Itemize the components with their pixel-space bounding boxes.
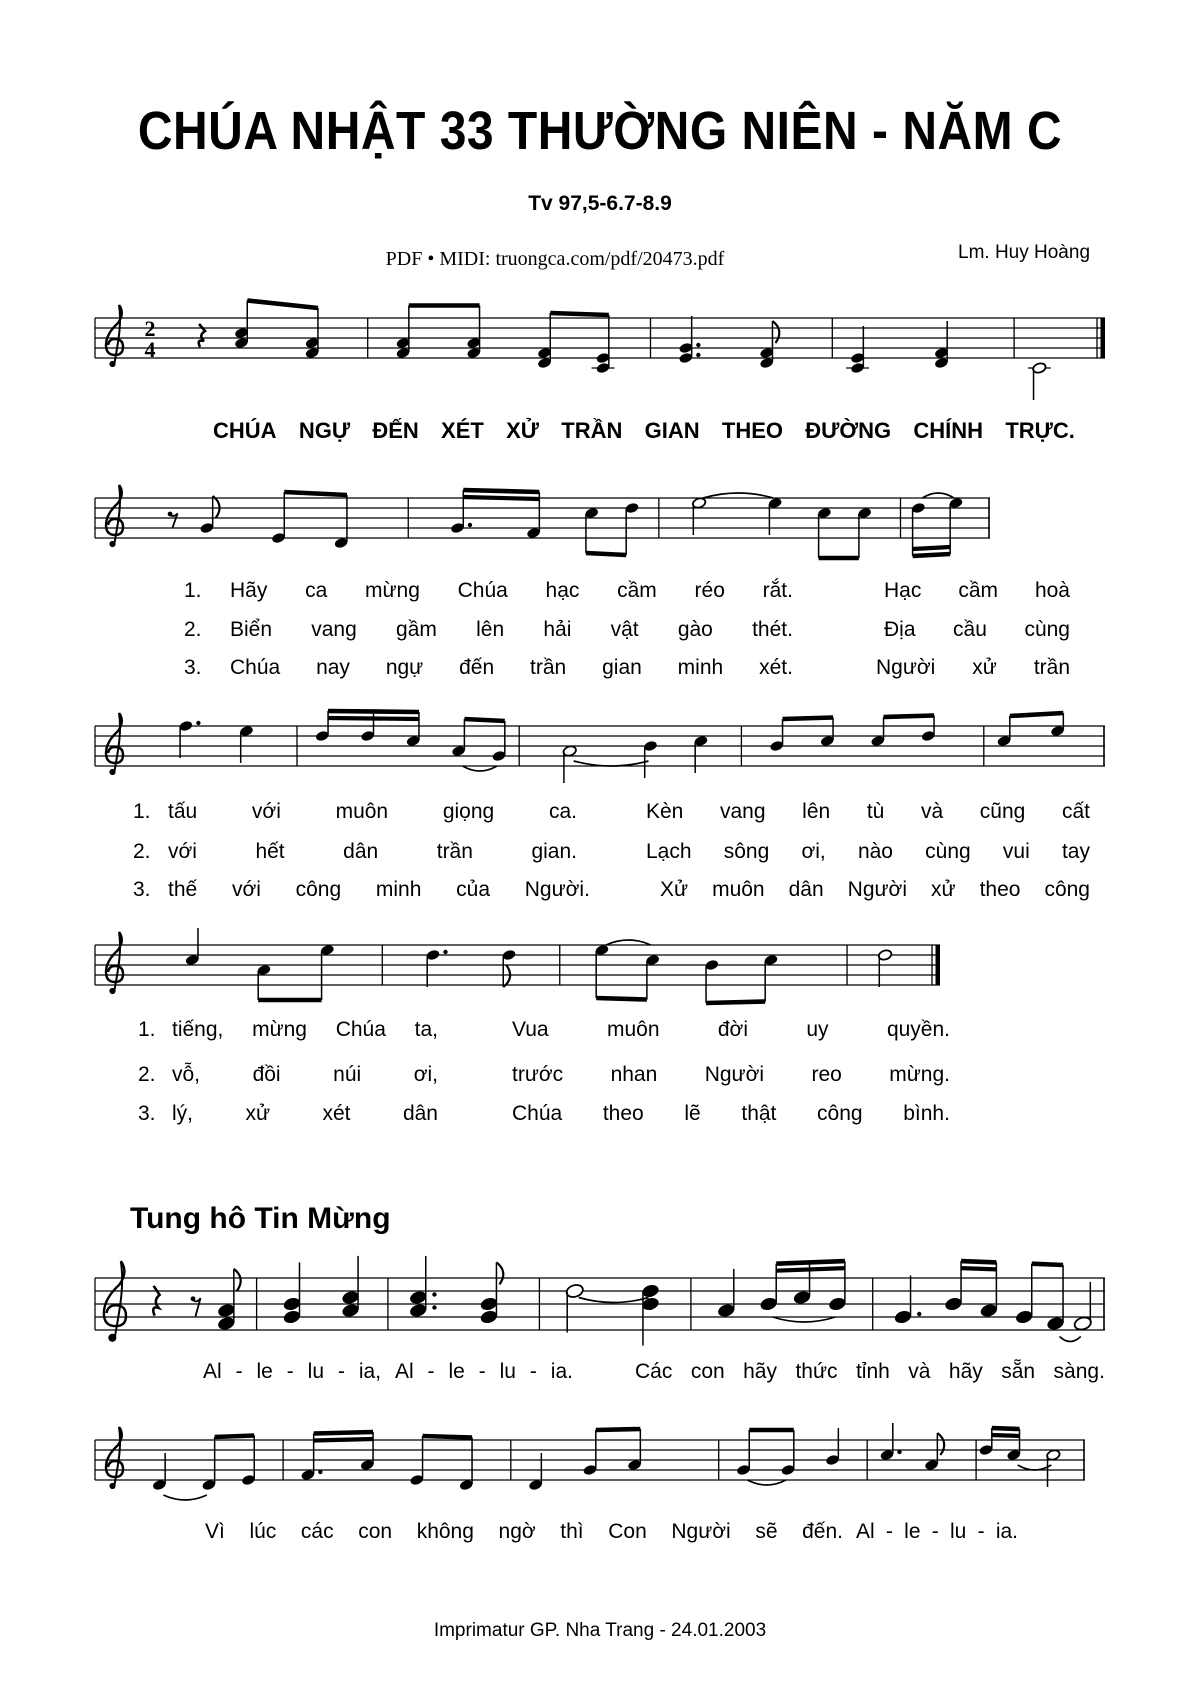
- lyric-word: vui: [1002, 840, 1030, 863]
- lyric-word: Hãy: [230, 579, 268, 602]
- lyric-word: Al: [856, 1520, 875, 1543]
- beam: [1032, 1264, 1063, 1265]
- lyric-part: [646, 798, 1090, 826]
- lyric-word: xét: [322, 1102, 351, 1125]
- lyric-word: đến.: [802, 1520, 843, 1543]
- lyric-word: công: [295, 878, 342, 901]
- note-flag: [937, 1433, 944, 1455]
- lyric-part: [230, 654, 793, 682]
- beam: [586, 553, 626, 555]
- note-head: [979, 1302, 998, 1318]
- lyric-word: Người: [876, 656, 936, 679]
- lyric-part: [512, 1016, 950, 1044]
- lyric-word: dân: [343, 840, 379, 863]
- lyric-row: [0, 798, 1200, 828]
- note-flag: [213, 496, 220, 518]
- section-heading: Tung hô Tin Mừng: [130, 1202, 391, 1235]
- lyric-row: [0, 876, 1200, 906]
- lyric-word: nay: [316, 656, 350, 679]
- note-head: [217, 1315, 236, 1331]
- eighth-rest: [193, 1298, 200, 1316]
- verse-number: 1.: [138, 1018, 156, 1041]
- author-credit: Lm. Huy Hoàng: [958, 242, 1091, 263]
- slur: [773, 1317, 836, 1322]
- lyric-word: vang: [311, 618, 357, 641]
- beam: [1010, 713, 1064, 716]
- lyric-word: Người: [671, 1520, 731, 1543]
- quarter-rest: [153, 1286, 159, 1316]
- verse-number: 2.: [184, 618, 202, 641]
- beam: [992, 1428, 1020, 1429]
- beam: [314, 1432, 373, 1434]
- final-barline: [1101, 318, 1106, 358]
- lyric-part: [172, 1061, 438, 1089]
- lyric-part: [168, 798, 577, 826]
- lyric-word: ĐẾN: [372, 418, 419, 443]
- lyric-word: nhan: [610, 1063, 658, 1086]
- lyric-word: theo: [602, 1102, 644, 1125]
- time-signature: 2: [144, 316, 156, 341]
- beam: [284, 492, 347, 495]
- beam: [550, 313, 609, 315]
- lyric-word: cùng: [1024, 618, 1070, 641]
- lyric-part: [660, 876, 1090, 904]
- lyric-word: Xử: [660, 878, 689, 901]
- note-head: [792, 1289, 811, 1305]
- slur: [747, 1480, 786, 1485]
- lyric-word: sẽ: [755, 1520, 778, 1543]
- lyric-word: Lạch: [646, 840, 692, 863]
- lyric-word: thức: [795, 1360, 838, 1383]
- beam: [776, 1261, 845, 1264]
- lyric-part: [172, 1016, 438, 1044]
- lyric-part: [884, 577, 1070, 605]
- lyric-word: cầu: [953, 618, 987, 641]
- lyric-word: trước: [512, 1063, 564, 1086]
- footer-imprimatur: Imprimatur GP. Nha Trang - 24.01.2003: [433, 1620, 767, 1641]
- lyric-word: muôn: [335, 800, 389, 823]
- beam: [783, 718, 834, 720]
- lyric-row: [0, 1358, 1200, 1388]
- lyric-row: [0, 577, 1200, 607]
- note-flag: [234, 1269, 241, 1291]
- lyric-word: rắt.: [762, 579, 793, 602]
- lyric-word: hạc: [545, 579, 580, 602]
- lyric-word: bình.: [903, 1102, 950, 1125]
- lyric-word: Vì: [205, 1520, 225, 1543]
- lyric-word: sàng.: [1053, 1360, 1105, 1383]
- lyric-word: xử: [931, 878, 956, 901]
- lyric-word: reo: [811, 1063, 842, 1086]
- lyric-word: dân: [788, 878, 824, 901]
- lyric-word: muôn: [606, 1018, 660, 1041]
- lyric-word: tiếng,: [172, 1018, 224, 1041]
- lyric-word: ơi,: [801, 840, 826, 863]
- beam: [913, 554, 951, 556]
- lyric-word: Hạc: [884, 579, 922, 602]
- lyric-row: [0, 1016, 1200, 1046]
- lyric-word: sông: [723, 840, 770, 863]
- lyric-word: CHÍNH: [913, 418, 984, 443]
- lyric-word: ia.: [550, 1360, 573, 1383]
- lyric-word: THEO: [721, 418, 783, 443]
- note-head: [282, 1296, 301, 1312]
- lyric-word: lu: [307, 1360, 325, 1383]
- lyric-word: thế: [168, 878, 198, 901]
- eighth-rest: [170, 514, 178, 528]
- lyric-part: [168, 876, 590, 904]
- note-head: [479, 1309, 498, 1325]
- lyric-word: cất: [1061, 800, 1090, 823]
- beam: [463, 490, 539, 492]
- refrain-line: [0, 417, 1200, 447]
- beam: [596, 1429, 641, 1430]
- lyric-part: [168, 838, 577, 866]
- lyric-word: muôn: [712, 878, 765, 901]
- lyric-word: của: [456, 878, 491, 901]
- note-head: [1015, 1309, 1034, 1325]
- lyric-part: [230, 616, 793, 644]
- lyric-word: con: [358, 1520, 393, 1543]
- lyric-word: réo: [694, 579, 725, 602]
- lyric-word: theo: [979, 878, 1021, 901]
- lyric-word: vỗ,: [172, 1063, 201, 1086]
- staff-1-refrain: [70, 268, 1123, 420]
- lyric-word: trần: [436, 840, 473, 863]
- lyric-row: [0, 1518, 1200, 1548]
- lyric-word: XÉT: [441, 418, 484, 443]
- beam: [884, 716, 935, 718]
- lyric-word: -: [337, 1360, 345, 1383]
- beam: [215, 1436, 255, 1438]
- lyric-word: -: [427, 1360, 435, 1383]
- lyric-word: ia,: [358, 1360, 382, 1383]
- lyric-word: thì: [560, 1520, 584, 1543]
- lyric-word: GIAN: [644, 418, 700, 443]
- lyric-word: le: [256, 1360, 273, 1383]
- lyric-word: đời: [717, 1018, 748, 1041]
- lyric-word: -: [478, 1360, 486, 1383]
- lyric-word: vang: [720, 800, 766, 823]
- lyric-word: quyền.: [886, 1018, 950, 1041]
- note-head: [409, 1302, 428, 1318]
- lyric-word: và: [908, 1360, 931, 1383]
- lyric-part: [646, 838, 1090, 866]
- slur: [606, 940, 651, 945]
- note-head: [479, 1296, 498, 1312]
- lyric-word: lúc: [249, 1520, 277, 1543]
- slur: [703, 493, 773, 498]
- note-head: [944, 1296, 963, 1312]
- verse-number: 3.: [133, 878, 151, 901]
- lyric-part: [635, 1358, 1105, 1386]
- source-line: PDF • MIDI: truongca.com/pdf/20473.pdf: [385, 248, 725, 270]
- lyric-word: cầm: [958, 579, 998, 602]
- lyric-word: -: [529, 1360, 537, 1383]
- lyric-word: tù: [866, 800, 885, 823]
- lyric-word: Người: [847, 878, 907, 901]
- lyric-word: -: [885, 1520, 893, 1543]
- lyric-word: Vua: [512, 1018, 549, 1041]
- lyric-word: XỬ: [506, 418, 540, 443]
- note-head: [341, 1302, 360, 1318]
- lyric-word: các: [300, 1520, 334, 1543]
- lyric-word: với: [251, 800, 281, 823]
- time-signature: 4: [144, 337, 156, 362]
- lyric-row: [0, 838, 1200, 868]
- lyric-word: CHÚA: [213, 418, 277, 443]
- note-head: [282, 1309, 301, 1325]
- lyric-word: thật: [741, 1102, 777, 1125]
- lyric-word: Chúa: [457, 579, 508, 602]
- lyric-word: ĐƯỜNG: [805, 418, 892, 443]
- verse-number: 1.: [184, 579, 202, 602]
- lyric-word: gian: [602, 656, 642, 679]
- lyric-row: [0, 1100, 1200, 1130]
- lyric-word: mừng: [252, 1018, 307, 1041]
- beam: [706, 1002, 765, 1004]
- lyric-part: [856, 1518, 1018, 1546]
- lyric-word: TRỰC.: [1005, 418, 1075, 443]
- lyric-word: hãy: [948, 1360, 983, 1383]
- lyric-word: -: [286, 1360, 294, 1383]
- final-barline: [936, 945, 941, 985]
- lyric-row: [0, 1061, 1200, 1091]
- verse-number: 1.: [133, 800, 151, 823]
- note-head: [341, 1289, 360, 1305]
- page-title: CHÚA NHẬT 33 THƯỜNG NIÊN - NĂM C: [137, 101, 1063, 162]
- lyric-word: ta,: [414, 1018, 438, 1041]
- beam: [247, 301, 318, 309]
- lyric-word: trần: [530, 656, 567, 679]
- lyric-word: công: [1044, 878, 1090, 901]
- note-flag: [496, 1262, 503, 1284]
- lyric-word: ơi,: [413, 1063, 438, 1086]
- lyric-part: [205, 1518, 843, 1546]
- lyric-word: tỉnh: [855, 1360, 890, 1383]
- lyric-word: Chúa: [335, 1018, 386, 1041]
- lyric-part: [512, 1100, 950, 1128]
- lyric-word: Al: [394, 1360, 414, 1383]
- lyric-word: ca: [305, 579, 328, 602]
- lyric-word: tấu: [168, 800, 198, 823]
- lyric-part: [512, 1061, 950, 1089]
- note-flag: [772, 321, 779, 343]
- lyric-word: -: [977, 1520, 985, 1543]
- lyric-word: lu: [499, 1360, 516, 1383]
- lyric-word: nào: [857, 840, 893, 863]
- lyric-word: xét.: [759, 656, 793, 679]
- beam: [596, 998, 647, 1000]
- lyric-word: lý,: [172, 1102, 193, 1125]
- lyric-word: Chúa: [230, 656, 281, 679]
- note-head: [1073, 1315, 1092, 1331]
- lyric-word: ia.: [995, 1520, 1018, 1543]
- lyric-word: xử: [245, 1102, 271, 1125]
- slur: [922, 493, 954, 498]
- lyric-word: đến: [459, 656, 495, 679]
- lyric-row: [0, 616, 1200, 646]
- lyric-word: dân: [402, 1102, 438, 1125]
- verse-number: 2.: [133, 840, 151, 863]
- lyric-word: -: [931, 1520, 939, 1543]
- lyric-word: gian.: [531, 840, 577, 863]
- lyric-word: lu: [949, 1520, 967, 1543]
- note-head: [759, 1296, 778, 1312]
- lyric-word: Con: [608, 1520, 647, 1543]
- lyric-word: lên: [476, 618, 505, 641]
- lyric-word: sẵn: [1001, 1360, 1036, 1383]
- lyric-word: cũng: [979, 800, 1026, 823]
- verse-number: 3.: [138, 1102, 156, 1125]
- beam: [328, 711, 419, 712]
- note-head: [1046, 1315, 1065, 1331]
- lyric-word: Biển: [230, 618, 273, 641]
- lyric-word: gào: [677, 618, 713, 641]
- lyric-word: thét.: [752, 618, 793, 641]
- lyric-word: giọng: [442, 800, 495, 823]
- lyric-word: hãy: [743, 1360, 777, 1383]
- lyric-word: cùng: [925, 840, 971, 863]
- lyric-word: ca.: [548, 800, 577, 823]
- lyric-word: không: [416, 1520, 474, 1543]
- lyric-word: le: [448, 1360, 465, 1383]
- lyric-word: TRẦN: [561, 418, 623, 443]
- lyric-word: le: [904, 1520, 921, 1543]
- note-flag: [503, 965, 510, 987]
- psalm-reference: Tv 97,5-6.7-8.9: [528, 192, 672, 215]
- lyric-word: và: [920, 800, 944, 823]
- lyric-word: hoà: [1034, 579, 1070, 602]
- note-head: [717, 1302, 736, 1318]
- lyric-word: ngờ: [498, 1520, 536, 1543]
- lyric-word: công: [817, 1102, 863, 1125]
- lyric-word: mừng.: [889, 1063, 950, 1086]
- lyric-part: [876, 654, 1070, 682]
- note-head: [893, 1309, 912, 1325]
- slur: [1060, 1337, 1081, 1342]
- lyric-word: Kèn: [646, 800, 684, 823]
- note-head: [217, 1302, 236, 1318]
- lyric-part: [884, 616, 1070, 644]
- slur: [1018, 1465, 1052, 1470]
- lyric-word: với: [231, 878, 261, 901]
- lyric-word: với: [168, 840, 197, 863]
- lyric-word: hết: [255, 840, 285, 863]
- lyric-word: ngự: [385, 656, 424, 679]
- lyric-part: [213, 417, 1075, 445]
- note-head: [565, 1283, 584, 1299]
- lyric-row: [0, 654, 1200, 684]
- lyric-word: Người: [704, 1063, 765, 1086]
- lyric-word: minh: [375, 878, 422, 901]
- lyric-word: xử: [972, 656, 997, 679]
- lyric-word: lên: [802, 800, 831, 823]
- lyric-part: [172, 1100, 438, 1128]
- lyric-word: minh: [677, 656, 724, 679]
- lyric-word: -: [235, 1360, 243, 1383]
- verse-number: 2.: [138, 1063, 156, 1086]
- lyric-word: Các: [635, 1360, 673, 1383]
- slur: [463, 766, 497, 771]
- lyric-word: tay: [1061, 840, 1090, 863]
- lyric-word: uy: [806, 1018, 829, 1041]
- lyric-word: trần: [1033, 656, 1070, 679]
- slur: [574, 761, 649, 766]
- slur: [163, 1495, 207, 1500]
- lyric-word: Chúa: [512, 1102, 563, 1125]
- lyric-word: mừng: [364, 579, 420, 602]
- slur: [579, 1298, 649, 1303]
- note-head: [828, 1296, 847, 1312]
- beam: [423, 1436, 473, 1438]
- lyric-word: Al: [203, 1360, 222, 1383]
- lyric-word: Địa: [884, 618, 916, 641]
- lyric-word: núi: [333, 1063, 362, 1086]
- note-head: [409, 1289, 428, 1305]
- note-head: [641, 1283, 660, 1299]
- lyric-word: vật: [610, 618, 639, 641]
- beam: [961, 1261, 996, 1262]
- beam: [464, 719, 504, 721]
- lyric-part: [230, 577, 793, 605]
- lyric-part: [203, 1358, 573, 1386]
- lyric-word: đồi: [252, 1063, 281, 1086]
- lyric-word: Người.: [524, 878, 590, 901]
- lyric-word: cầm: [617, 579, 657, 602]
- lyric-word: con: [690, 1360, 725, 1383]
- lyric-word: gầm: [396, 618, 437, 641]
- verse-number: 3.: [184, 656, 202, 679]
- lyric-word: lẽ: [684, 1102, 701, 1125]
- lyric-word: NGỰ: [298, 418, 351, 443]
- lyric-word: hải: [543, 618, 572, 641]
